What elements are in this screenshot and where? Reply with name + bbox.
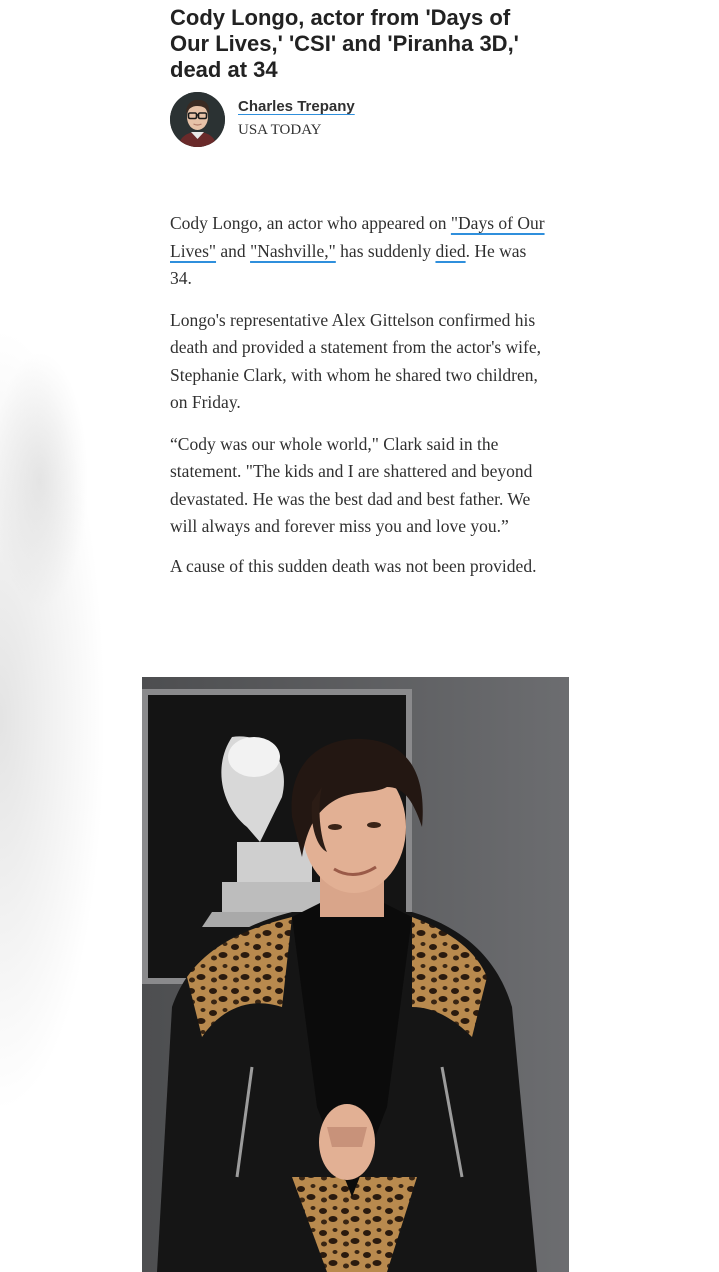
paragraph-1-text-b: and — [216, 240, 251, 261]
died-link[interactable]: died — [435, 240, 466, 261]
paragraph-2: Longo's representative Alex Gittelson confirmed his death and provided a statement from the actor's wife, Stephanie Clark, with whom he shared two children, on Friday. — [170, 309, 542, 412]
paragraph-1-text-d: . He was 34. — [170, 240, 527, 288]
article-body — [170, 210, 550, 591]
paragraph-4: A cause of this sudden death was not been provided. — [170, 555, 537, 576]
author-avatar[interactable] — [170, 92, 225, 147]
author-photo — [170, 92, 225, 147]
byline — [170, 92, 550, 148]
article-photo[interactable] — [142, 677, 569, 1272]
days-of-our-lives-link[interactable]: "Days of Our Lives" — [170, 213, 545, 261]
nashville-link[interactable]: "Nashville," — [250, 240, 336, 261]
paragraph-1 — [170, 210, 550, 293]
author-organization: USA TODAY — [238, 122, 322, 138]
article-headline: Cody Longo, actor from 'Days of Our Lives,' 'CSI' and 'Piranha 3D,' dead at 34 — [170, 5, 519, 82]
actor-photo — [142, 677, 569, 1272]
paragraph-1-text-c: has suddenly — [335, 240, 436, 261]
paragraph-1-text-a: Cody Longo, an actor who appeared on — [170, 213, 451, 233]
paragraph-3: “Cody was our whole world," Clark said in the statement. "The kids and I are shattered and beyond devastated. He was the best dad and best father. We will always and forever miss you and love you.” — [170, 433, 533, 536]
author-name-link[interactable]: Charles Trepany — [238, 98, 355, 115]
